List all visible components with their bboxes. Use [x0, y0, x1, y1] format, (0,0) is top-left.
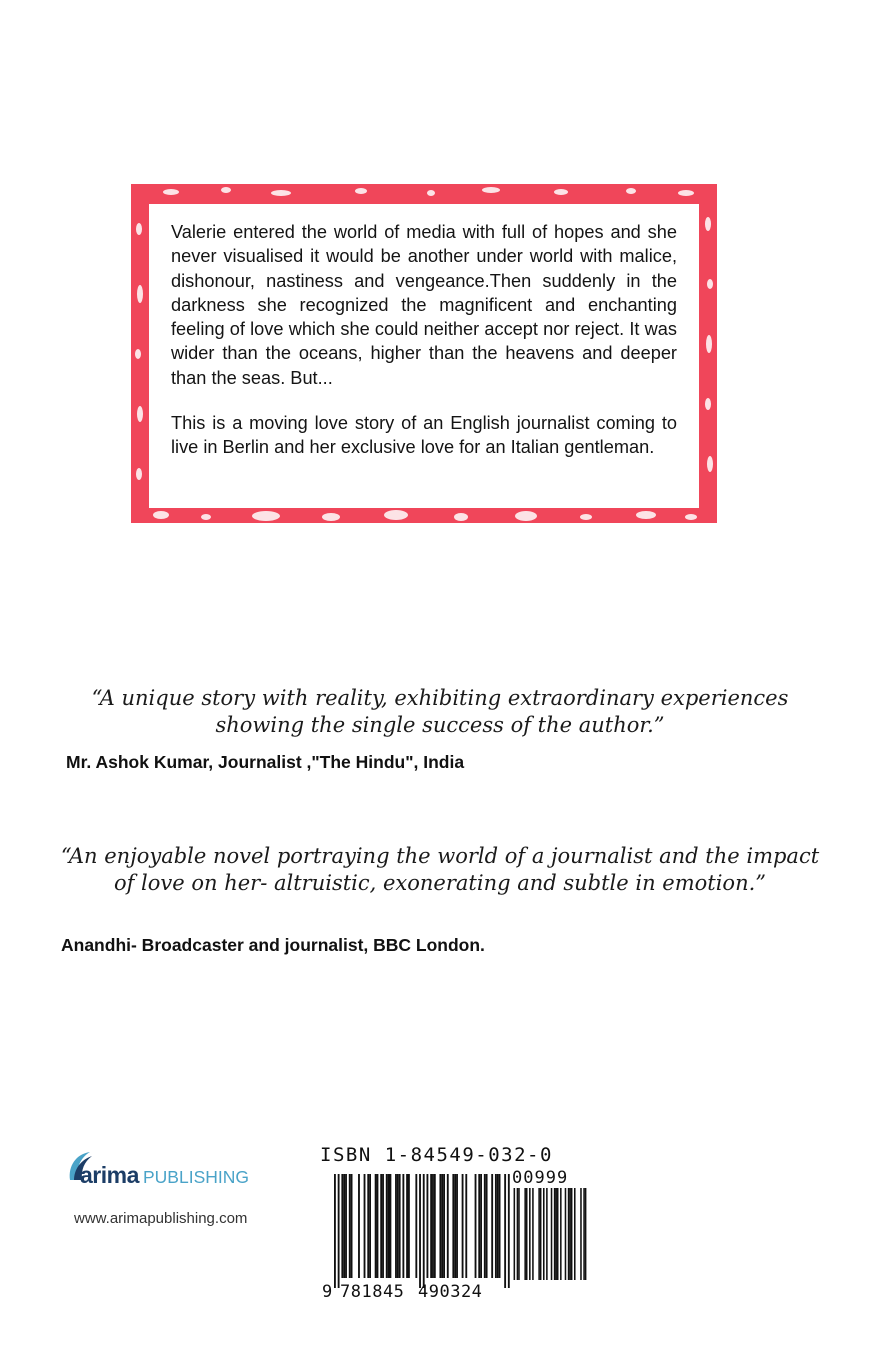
barcode-bar: [406, 1174, 408, 1278]
barcode-bar: [441, 1174, 443, 1278]
barcode-guard-bar: [334, 1174, 336, 1288]
barcode-bar: [486, 1174, 488, 1278]
barcode-bar: [447, 1174, 449, 1278]
barcode-guard-bar: [338, 1174, 340, 1288]
logo-publishing-text: PUBLISHING: [143, 1167, 249, 1187]
barcode-bar: [415, 1174, 417, 1278]
addon-bar: [543, 1188, 545, 1280]
logo-arima-text: arima: [80, 1162, 139, 1188]
addon-bar: [560, 1188, 562, 1280]
barcode-bar: [478, 1174, 480, 1278]
addon-bar: [517, 1188, 519, 1280]
barcode-bar: [443, 1174, 445, 1278]
addon-bar: [580, 1188, 582, 1280]
barcode-bar: [390, 1174, 392, 1278]
barcode-guard-bar: [419, 1174, 421, 1288]
ean-left-group: 781845: [340, 1282, 405, 1302]
barcode-bar: [456, 1174, 458, 1278]
barcode-guard-bar: [423, 1174, 425, 1288]
barcode-bar: [397, 1174, 399, 1278]
publisher-logo: [66, 1150, 266, 1194]
addon-bar: [526, 1188, 528, 1280]
barcode-bar: [341, 1174, 343, 1278]
barcode-bar: [364, 1174, 366, 1278]
barcode-guard-bar: [508, 1174, 510, 1288]
barcode-bar: [345, 1174, 347, 1278]
addon-bar: [583, 1188, 585, 1280]
barcode-bar: [377, 1174, 379, 1278]
addon-bar: [565, 1188, 567, 1280]
barcode-bar: [462, 1174, 464, 1278]
barcode-bar: [388, 1174, 390, 1278]
barcode-bar: [399, 1174, 401, 1278]
barcode-bar: [380, 1174, 382, 1278]
addon-bar: [518, 1188, 520, 1280]
barcode-bar: [497, 1174, 499, 1278]
barcode-bar: [351, 1174, 353, 1278]
isbn-label: ISBN 1-84549-032-0: [320, 1144, 553, 1166]
barcode-bar: [386, 1174, 388, 1278]
addon-bar: [571, 1188, 573, 1280]
barcode-bar: [408, 1174, 410, 1278]
barcode-bar: [427, 1174, 429, 1278]
blurb-paragraph-1: Valerie entered the world of media with full of hopes and she never visualised it would be another under world with malice, dishonour, nastiness and vengeance.Then suddenly in the darkness she recognized the magnificent and enchanting feeling of love which she could neither accept nor reject. It was wider than the oceans, higher than the heavens and deeper than the seas. But...: [171, 222, 677, 388]
barcode-bar: [349, 1174, 351, 1278]
barcode-bar: [358, 1174, 360, 1278]
barcode-bar: [402, 1174, 404, 1278]
barcode-bar: [452, 1174, 454, 1278]
barcode-bar: [369, 1174, 371, 1278]
blurb-text-box: [149, 204, 699, 508]
addon-bar: [555, 1188, 557, 1280]
blurb-frame: [131, 184, 717, 523]
addon-bar: [557, 1188, 559, 1280]
barcode-bar: [465, 1174, 467, 1278]
addon-bar: [569, 1188, 571, 1280]
review-attribution-2: Anandhi- Broadcaster and journalist, BBC London.: [61, 935, 485, 955]
barcode-bar: [343, 1174, 345, 1278]
addon-bar: [529, 1188, 531, 1280]
barcode-bar: [454, 1174, 456, 1278]
barcode-bar: [495, 1174, 497, 1278]
barcode-bar: [480, 1174, 482, 1278]
addon-bar: [568, 1188, 570, 1280]
addon-bar: [524, 1188, 526, 1280]
barcode-bar: [491, 1174, 493, 1278]
ean-first-digit: 9: [322, 1282, 333, 1302]
addon-bar: [514, 1188, 516, 1280]
barcode-bar: [434, 1174, 436, 1278]
barcode-bar: [375, 1174, 377, 1278]
barcode-bar: [395, 1174, 397, 1278]
barcode-bar: [430, 1174, 432, 1278]
barcode-bar: [475, 1174, 477, 1278]
review-attribution-1: Mr. Ashok Kumar, Journalist ,"The Hindu", India: [66, 752, 465, 772]
barcode-bar: [499, 1174, 501, 1278]
barcode-bar: [484, 1174, 486, 1278]
addon-bar: [532, 1188, 534, 1280]
addon-bar: [546, 1188, 548, 1280]
addon-bar: [585, 1188, 587, 1280]
review-quote-2: “An enjoyable novel portraying the world of a journalist and the impact of love on her- altruistic, exonerating and subtle in emotion.”: [60, 844, 820, 895]
addon-bar: [538, 1188, 540, 1280]
barcode-bar: [432, 1174, 434, 1278]
barcode-bar: [367, 1174, 369, 1278]
addon-bar: [540, 1188, 542, 1280]
addon-bar: [551, 1188, 553, 1280]
blurb-paragraph-2: This is a moving love story of an English journalist coming to live in Berlin and her exclusive love for an Italian gentleman.: [171, 413, 677, 458]
barcode-guard-bar: [504, 1174, 506, 1288]
addon-code: 00999: [512, 1168, 569, 1188]
isbn-barcode: [320, 1166, 590, 1302]
barcode-bar: [439, 1174, 441, 1278]
ean-right-group: 490324: [418, 1282, 483, 1302]
review-quote-1: “A unique story with reality, exhibiting extraordinary experiences showing the single success of the author.”: [91, 686, 789, 737]
addon-bar: [554, 1188, 556, 1280]
barcode-bar: [382, 1174, 384, 1278]
addon-bar: [574, 1188, 576, 1280]
publisher-website: www.arimapublishing.com: [74, 1210, 248, 1227]
